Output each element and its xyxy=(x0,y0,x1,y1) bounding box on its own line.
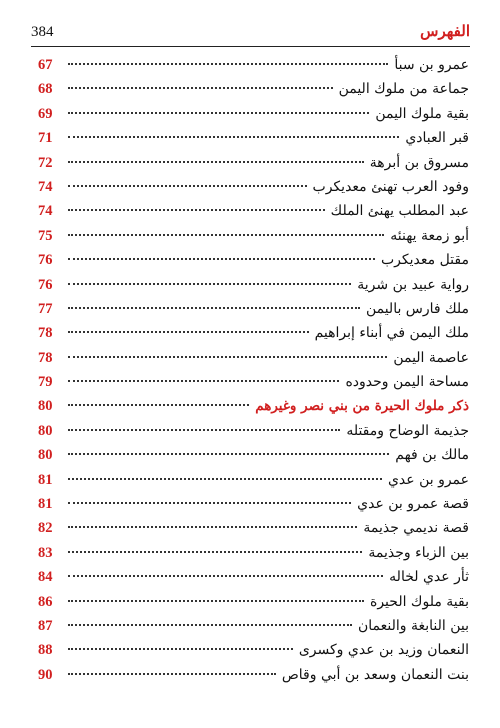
dot-leader xyxy=(68,551,362,553)
toc-entry xyxy=(38,321,469,345)
page-header xyxy=(31,22,470,44)
toc-entry xyxy=(38,516,469,540)
dot-leader xyxy=(68,63,388,65)
toc-entry-title: بقية ملوك اليمن xyxy=(375,105,469,122)
toc-entry-title: بقية ملوك الحيرة xyxy=(370,593,469,610)
toc-entry-page-number: 78 xyxy=(38,349,53,366)
toc-entry-title: قصة عمرو بن عدي xyxy=(357,496,469,513)
toc-entry xyxy=(38,151,469,175)
dot-leader xyxy=(68,526,357,528)
toc-entry-page-number: 72 xyxy=(38,154,53,171)
toc-entry xyxy=(38,273,469,297)
toc-entry xyxy=(38,370,469,394)
toc-entry xyxy=(38,102,469,126)
dot-leader xyxy=(68,185,307,187)
dot-leader xyxy=(68,307,360,309)
toc-entry-title: بنت النعمان وسعد بن أبي وقاص xyxy=(281,666,469,683)
toc-entry-title: وفود العرب تهنئ معديكرب xyxy=(312,178,469,195)
toc-entry xyxy=(38,590,469,614)
dot-leader xyxy=(68,478,382,480)
toc-entry xyxy=(38,175,469,199)
toc-entry-title: النعمان وزيد بن عدي وكسرى xyxy=(298,642,469,659)
dot-leader xyxy=(68,380,339,382)
toc-entry xyxy=(38,126,469,150)
toc-entry xyxy=(38,297,469,321)
dot-leader xyxy=(68,673,276,675)
toc-entry xyxy=(38,77,469,101)
dot-leader xyxy=(68,258,375,260)
toc-entry-page-number: 88 xyxy=(38,642,53,659)
dot-leader xyxy=(68,648,293,650)
toc-entry xyxy=(38,53,469,77)
toc-entry xyxy=(38,394,469,418)
dot-leader xyxy=(68,331,309,333)
toc-entry-page-number: 74 xyxy=(38,203,53,220)
running-header-title: الفهرس xyxy=(420,22,470,40)
toc-entry xyxy=(38,199,469,223)
toc-entry xyxy=(38,346,469,370)
toc-entry-title: ملك اليمن في أبناء إبراهيم xyxy=(314,325,469,342)
toc-entry-title: عمرو بن سبأ xyxy=(394,57,469,73)
toc-entry-title: أبو زمعة يهنئه xyxy=(390,227,469,244)
toc-entry-page-number: 75 xyxy=(38,227,53,244)
dot-leader xyxy=(68,136,399,138)
toc-entry-title: بين الزباء وجذيمة xyxy=(368,544,469,561)
dot-leader xyxy=(68,234,384,236)
toc-entry-title: رواية عبيد بن شرية xyxy=(357,276,469,293)
dot-leader xyxy=(68,161,364,163)
dot-leader xyxy=(68,404,249,406)
toc-entry xyxy=(38,541,469,565)
header-rule xyxy=(31,46,470,47)
toc-entry-page-number: 68 xyxy=(38,81,53,98)
dot-leader xyxy=(68,453,389,455)
toc-entry-page-number: 86 xyxy=(38,593,53,610)
dot-leader xyxy=(68,209,325,211)
toc-entry-title: جذيمة الوضاح ومقتله xyxy=(346,422,469,439)
toc-entry-title: عاصمة اليمن xyxy=(393,349,469,366)
toc-entry-page-number: 76 xyxy=(38,252,53,269)
toc-entry-page-number: 77 xyxy=(38,300,53,317)
toc-entry-page-number: 80 xyxy=(38,422,53,439)
toc-entry-page-number: 87 xyxy=(38,617,53,634)
table-of-contents xyxy=(38,53,469,687)
toc-entry-page-number: 67 xyxy=(38,57,53,73)
dot-leader xyxy=(68,575,383,577)
dot-leader xyxy=(68,356,387,358)
toc-entry-page-number: 90 xyxy=(38,666,53,683)
toc-entry xyxy=(38,443,469,467)
dot-leader xyxy=(68,502,351,504)
toc-entry-page-number: 69 xyxy=(38,105,53,122)
toc-entry-title: مالك بن فهم xyxy=(395,447,469,464)
dot-leader xyxy=(68,624,352,626)
dot-leader xyxy=(68,87,333,89)
toc-entry xyxy=(38,224,469,248)
toc-entry-page-number: 81 xyxy=(38,471,53,488)
toc-entry-title: قبر العبادي xyxy=(405,130,469,147)
toc-entry-title: مسروق بن أبرهة xyxy=(369,154,469,171)
toc-entry-page-number: 80 xyxy=(38,398,53,415)
toc-entry-title: بين النابغة والنعمان xyxy=(357,617,469,634)
toc-entry xyxy=(38,663,469,687)
page-number: 384 xyxy=(31,24,54,40)
toc-entry-page-number: 79 xyxy=(38,374,53,391)
toc-entry-page-number: 82 xyxy=(38,520,53,537)
toc-entry xyxy=(38,492,469,516)
toc-entry xyxy=(38,614,469,638)
toc-entry-page-number: 81 xyxy=(38,496,53,513)
dot-leader xyxy=(68,600,364,602)
toc-entry xyxy=(38,248,469,272)
toc-entry-title: ثأر عدي لخاله xyxy=(389,569,469,586)
dot-leader xyxy=(68,112,369,114)
toc-entry-title: جماعة من ملوك اليمن xyxy=(338,81,469,98)
toc-section-title: ذكر ملوك الحيرة من بني نصر وغيرهم xyxy=(255,398,469,415)
toc-entry-page-number: 71 xyxy=(38,130,53,147)
toc-entry xyxy=(38,419,469,443)
dot-leader xyxy=(68,283,351,285)
dot-leader xyxy=(68,429,340,431)
toc-entry-title: مساحة اليمن وحدوده xyxy=(345,374,469,391)
toc-entry xyxy=(38,638,469,662)
toc-entry-title: ملك فارس باليمن xyxy=(365,300,469,317)
toc-entry-page-number: 74 xyxy=(38,178,53,195)
toc-entry-page-number: 80 xyxy=(38,447,53,464)
toc-entry-title: عبد المطلب يهنئ الملك xyxy=(330,203,469,220)
toc-entry-page-number: 78 xyxy=(38,325,53,342)
toc-entry xyxy=(38,468,469,492)
toc-entry-page-number: 76 xyxy=(38,276,53,293)
toc-entry-title: قصة نديمي جذيمة xyxy=(363,520,469,537)
toc-entry xyxy=(38,565,469,589)
toc-entry-title: مقتل معديكرب xyxy=(381,252,469,269)
toc-entry-title: عمرو بن عدي xyxy=(387,471,469,488)
toc-entry-page-number: 84 xyxy=(38,569,53,586)
toc-entry-page-number: 83 xyxy=(38,544,53,561)
